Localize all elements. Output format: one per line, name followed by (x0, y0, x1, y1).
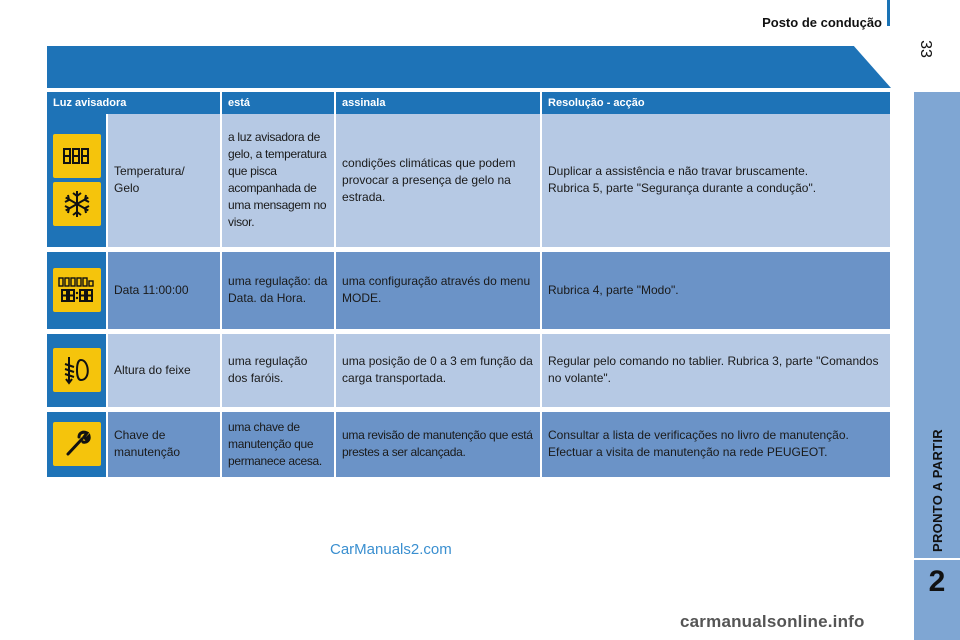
light-state: a luz avisadora de gelo, a temperatura que pisca acompanhada de uma mensagem no visor. (221, 114, 335, 249)
light-action: Rubrica 4, parte "Modo". (541, 249, 891, 331)
column-header-indicates: assinala (335, 92, 541, 114)
snowflake-icon (53, 182, 101, 226)
table-header-row (47, 92, 891, 114)
warning-lights-table (47, 92, 892, 482)
temperature-display-icon (53, 134, 101, 178)
light-action: Duplicar a assistência e não travar bruscamente. Rubrica 5, parte "Segurança durante a condução". (541, 114, 891, 249)
light-indicates: condições climáticas que podem provocar a presença de gelo na estrada. (335, 114, 541, 249)
column-header-action: Resolução - acção (541, 92, 891, 114)
light-name: Chave de manutenção (107, 409, 221, 479)
light-state: uma chave de manutenção que permanece acesa. (221, 409, 335, 479)
watermark-carmanuals2: CarManuals2.com (330, 541, 452, 558)
light-action: Consultar a lista de verificações no livro de manutenção. Efectuar a visita de manutenção na rede PEUGEOT. (541, 409, 891, 479)
light-name: Altura do feixe (107, 331, 221, 409)
icon-cell (47, 249, 107, 331)
light-name: Data 11:00:00 (107, 249, 221, 331)
icon-cell (47, 409, 107, 479)
section-banner (47, 46, 891, 88)
header-divider (887, 0, 890, 26)
table-row (47, 331, 891, 409)
light-indicates: uma revisão de manutenção que está prestes a ser alcançada. (335, 409, 541, 479)
light-state: uma regulação dos faróis. (221, 331, 335, 409)
headlamp-beam-height-icon (53, 348, 101, 392)
watermark-carmanualsonline: carmanualsonline.info (680, 612, 865, 631)
table-row (47, 114, 891, 249)
column-header-light: Luz avisadora (47, 92, 221, 114)
date-clock-display-icon (53, 268, 101, 312)
icon-cell (47, 114, 107, 249)
wrench-icon (53, 422, 101, 466)
chapter-divider (914, 558, 960, 560)
light-name: Temperatura/ Gelo (107, 114, 221, 249)
light-indicates: uma posição de 0 a 3 em função da carga transportada. (335, 331, 541, 409)
chapter-side-label (914, 420, 960, 560)
table-row (47, 249, 891, 331)
section-title: Posto de condução (762, 15, 882, 30)
column-header-state: está (221, 92, 335, 114)
light-action: Regular pelo comando no tablier. Rubrica 3, parte "Comandos no volante". (541, 331, 891, 409)
page-number: 33 (917, 40, 934, 58)
light-indicates: uma configuração através do menu MODE. (335, 249, 541, 331)
chapter-number: 2 (928, 565, 946, 598)
light-state: uma regulação: da Data. da Hora. (221, 249, 335, 331)
chapter-label-text: PRONTO A PARTIR (929, 428, 945, 552)
table-row (47, 409, 891, 479)
icon-cell (47, 331, 107, 409)
